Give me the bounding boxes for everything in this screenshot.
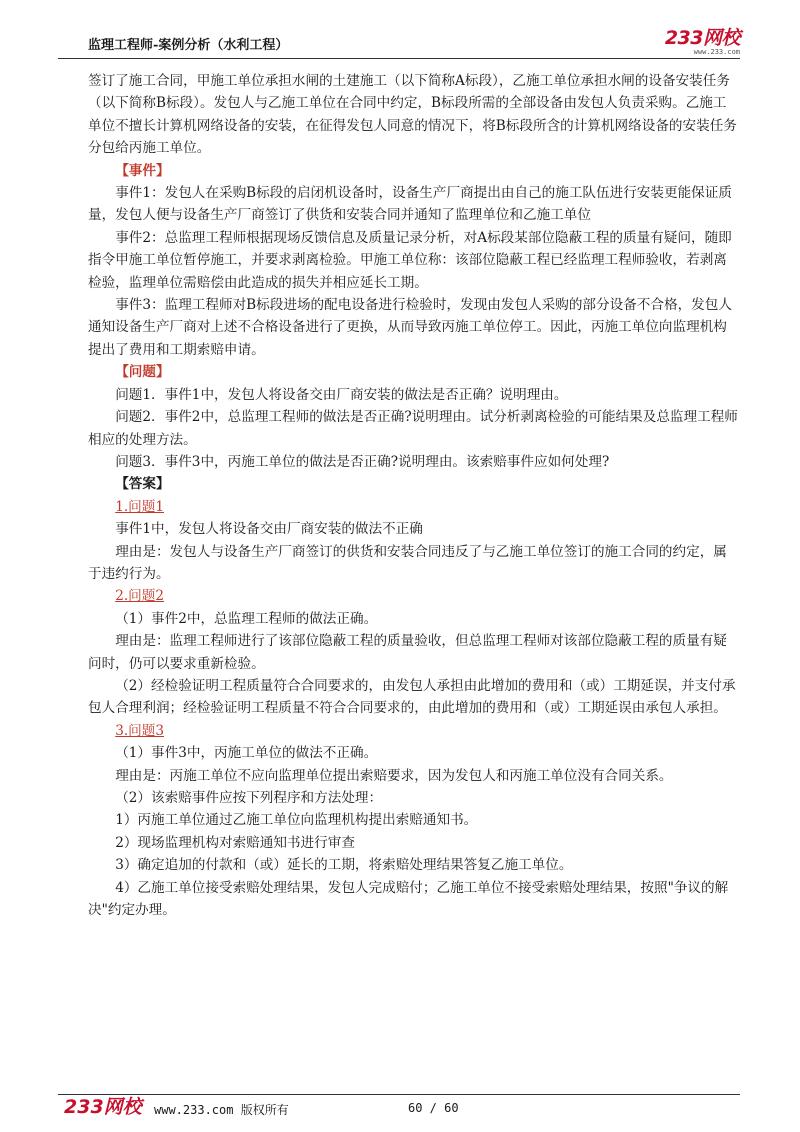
answer-2-para: （1）事件2中，总监理工程师的做法正确。 <box>115 610 378 627</box>
logo-url: www.233.com <box>693 48 740 56</box>
answer-3-para: 2）现场监理机构对索赔通知书进行审查 <box>115 834 355 851</box>
page-header <box>88 28 740 56</box>
page-number: 60 / 60 <box>408 1101 459 1115</box>
answer-1-para: 事件1中，发包人将设备交由厂商安装的做法不正确 <box>115 521 423 538</box>
answer-3-para: （1）事件3中，丙施工单位的做法不正确。 <box>115 745 378 762</box>
answer-2-para: （2）经检验证明工程质量符合合同要求的，由发包人承担由此增加的费用和（或）工期延误，并支付承包人合理利润；经检验证明工程质量不符合合同要求的，由此增加的费用和（或）工期延误由承包人承担。 <box>88 677 736 717</box>
event-2: 事件2：总监理工程师根据现场反馈信息及质量记录分析，对A标段某部位隐蔽工程的质量有疑问，随即指令甲施工单位暂停施工，并要求剥离检验。甲施工单位称：该部位隐蔽工程已经监理工程师验收，若剥离检验，监理单位需赔偿由此造成的损失并相应延长工期。 <box>88 229 732 291</box>
answer-3-para: 理由是：丙施工单位不应向监理单位提出索赔要求，因为发包人和丙施工单位没有合同关系。 <box>115 767 673 784</box>
questions-tag: 【问题】 <box>115 364 170 381</box>
footer-site <box>154 1101 289 1118</box>
question-2: 问题2．事件2中，总监理工程师的做法是否正确?说明理由。试分析剥离检验的可能结果及总监理工程师相应的处理方法。 <box>88 409 738 448</box>
logo-text: 233网校 <box>664 27 740 49</box>
answer-tag: 【答案】 <box>115 476 170 493</box>
brand-logo <box>665 28 740 56</box>
header-title: 监理工程师-案例分析（水利工程） <box>88 38 289 53</box>
intro-paragraph: 签订了施工合同，甲施工单位承担水闸的土建施工（以下简称A标段），乙施工单位承担水闸的设备安装任务（以下简称B标段）。发包人与乙施工单位在合同中约定，B标段所需的全部设备由发包人负责采购。乙施工单位不擅长计算机网络设备的安装，在征得发包人同意的情况下，将B标段所含的计算机网络设备的安装任务分包给丙施工单位。 <box>88 73 737 157</box>
events-tag: 【事件】 <box>115 162 170 179</box>
footer-copyright: 版权所有 <box>240 1103 289 1117</box>
event-1: 事件1：发包人在采购B标段的启闭机设备时，设备生产厂商提出由自己的施工队伍进行安装更能保证质量，发包人便与设备生产厂商签订了供货和安装合同并通知了监理单位和乙施工单位 <box>88 185 732 224</box>
footer-logo: 233网校 <box>64 1096 142 1118</box>
document-body <box>88 70 740 921</box>
answer-heading-3[interactable]: 3.问题3 <box>115 722 164 739</box>
footer-url[interactable]: www.233.com <box>154 1103 234 1117</box>
answer-1-para: 理由是：发包人与设备生产厂商签订的供货和安装合同违反了与乙施工单位签订的施工合同的约定，属于违约行为。 <box>88 543 727 582</box>
footer-divider <box>58 1094 740 1095</box>
answer-heading-2[interactable]: 2.问题2 <box>115 588 164 605</box>
answer-3-para: 4）乙施工单位接受索赔处理结果，发包人完成赔付；乙施工单位不接受索赔处理结果，按照"争议的解决"约定办理。 <box>88 879 729 919</box>
question-3: 问题3．事件3中，丙施工单位的做法是否正确?说明理由。该索赔事件应如何处理? <box>115 453 610 470</box>
event-3: 事件3：监理工程师对B标段进场的配电设备进行检验时，发现由发包人采购的部分设备不合格，发包人通知设备生产厂商对上述不合格设备进行了更换，从而导致丙施工单位停工。因此，丙施工单位向监理机构提出了费用和工期索赔申请。 <box>88 297 732 358</box>
answer-3-para: 3）确定追加的付款和（或）延长的工期，将索赔处理结果答复乙施工单位。 <box>115 857 573 874</box>
header-divider <box>58 58 740 59</box>
page-footer <box>58 1096 740 1120</box>
answer-3-para: （2）该索赔事件应按下列程序和方法处理： <box>115 790 383 806</box>
question-1: 问题1．事件1中，发包人将设备交由厂商安装的做法是否正确？说明理由。 <box>115 386 568 403</box>
answer-heading-1[interactable]: 1.问题1 <box>115 498 164 515</box>
answer-3-para: 1）丙施工单位通过乙施工单位向监理机构提出索赔通知书。 <box>115 812 478 829</box>
answer-2-para: 理由是：监理工程师进行了该部位隐蔽工程的质量验收，但总监理工程师对该部位隐蔽工程的质量有疑问时，仍可以要求重新检验。 <box>88 633 727 672</box>
